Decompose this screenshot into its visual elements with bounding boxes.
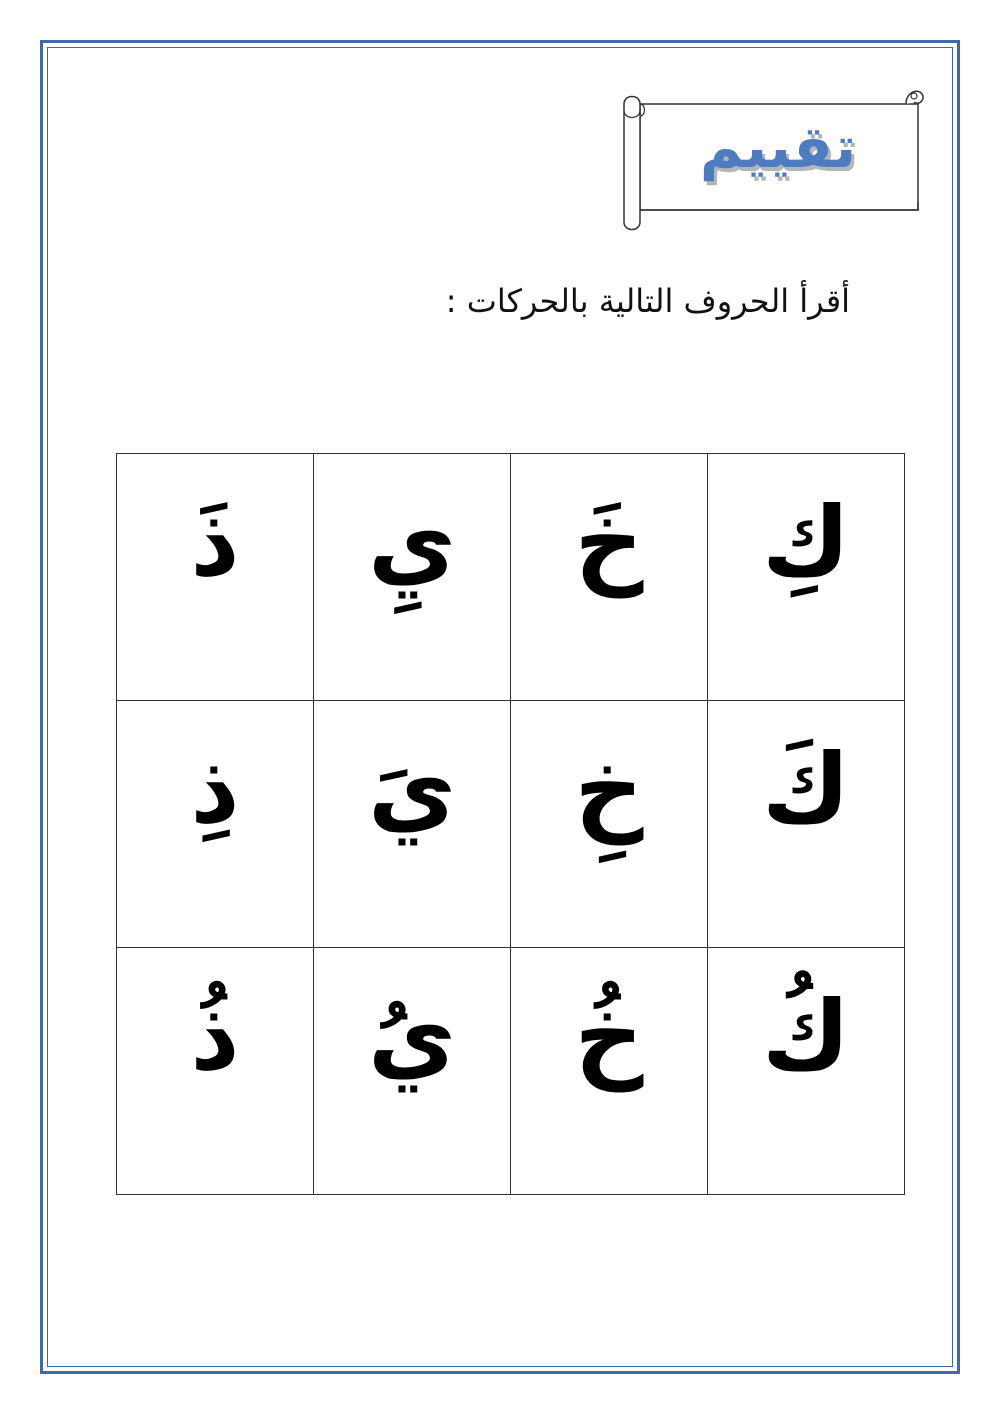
- grid-cell: [314, 701, 511, 948]
- letter-kaf-kasra: كِ: [762, 486, 850, 598]
- letter-dhal-damma: ذُ: [190, 980, 240, 1092]
- grid-cell: [314, 948, 511, 1195]
- letter-kha-fatha: خَ: [574, 486, 644, 598]
- grid-cell: [314, 454, 511, 701]
- letter-kaf-fatha: كَ: [762, 733, 850, 845]
- grid-row: [117, 701, 905, 948]
- letter-ya-kasra: يِ: [368, 486, 456, 598]
- banner-title: تقييم: [699, 113, 857, 181]
- letter-ya-damma: يُ: [368, 980, 456, 1092]
- grid-row: [117, 948, 905, 1195]
- letter-kha-kasra: خِ: [574, 733, 644, 845]
- grid-cell: [708, 454, 905, 701]
- grid-cell: [511, 454, 708, 701]
- letter-kha-damma: خُ: [574, 980, 644, 1092]
- grid-cell: [708, 948, 905, 1195]
- title-scroll-banner: [618, 82, 930, 232]
- letters-grid: [116, 453, 905, 1195]
- grid-cell: [511, 701, 708, 948]
- instruction-text: أقرأ الحروف التالية بالحركات :: [445, 282, 850, 320]
- letter-ya-fatha: يَ: [368, 733, 456, 845]
- grid-row: [117, 454, 905, 701]
- letter-dhal-kasra: ذِ: [190, 733, 240, 845]
- grid-cell: [117, 454, 314, 701]
- grid-cell: [708, 701, 905, 948]
- grid-cell: [511, 948, 708, 1195]
- grid-cell: [117, 701, 314, 948]
- letter-kaf-damma: كُ: [762, 980, 850, 1092]
- letter-dhal-fatha: ذَ: [190, 486, 240, 598]
- grid-cell: [117, 948, 314, 1195]
